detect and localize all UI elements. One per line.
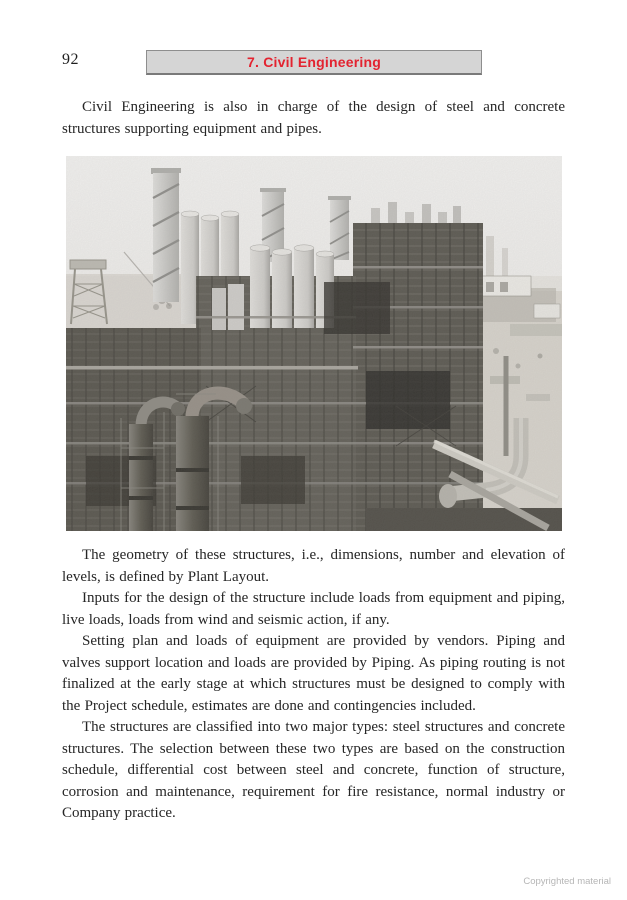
paragraph-3: Inputs for the design of the structure include loads from equipment and piping, live loads, loads from wind and seismic action, if any. — [62, 590, 565, 628]
chapter-header-bar — [146, 50, 482, 75]
paragraph-4: Setting plan and loads of equipment are provided by vendors. Piping and valves support location and loads are provided by Piping. As piping routing is not finalized at the early stage at which structures must be designed to comply with the Project schedule, estimates are done and contingencies included. — [62, 633, 565, 714]
paragraph-1: Civil Engineering is also in charge of the design of steel and concrete structures supporting equipment and pipes. — [62, 99, 565, 137]
paragraph-2: The geometry of these structures, i.e., dimensions, number and elevation of levels, is defined by Plant Layout. — [62, 547, 565, 585]
copyright-notice: Copyrighted material — [523, 876, 611, 887]
plant-photo-illustration — [66, 156, 562, 531]
chapter-title: 7. Civil Engineering — [247, 54, 381, 70]
page-number: 92 — [62, 51, 79, 68]
industrial-plant-photo — [66, 156, 562, 531]
page-content — [62, 97, 565, 825]
paragraph-5: The structures are classified into two major types: steel structures and concrete structures. The selection between these two types are based on the construction schedule, differential cost between steel and concrete, function of structure, corrosion and maintenance, requirement for fire resistance, normal industry or Company practice. — [62, 719, 565, 821]
